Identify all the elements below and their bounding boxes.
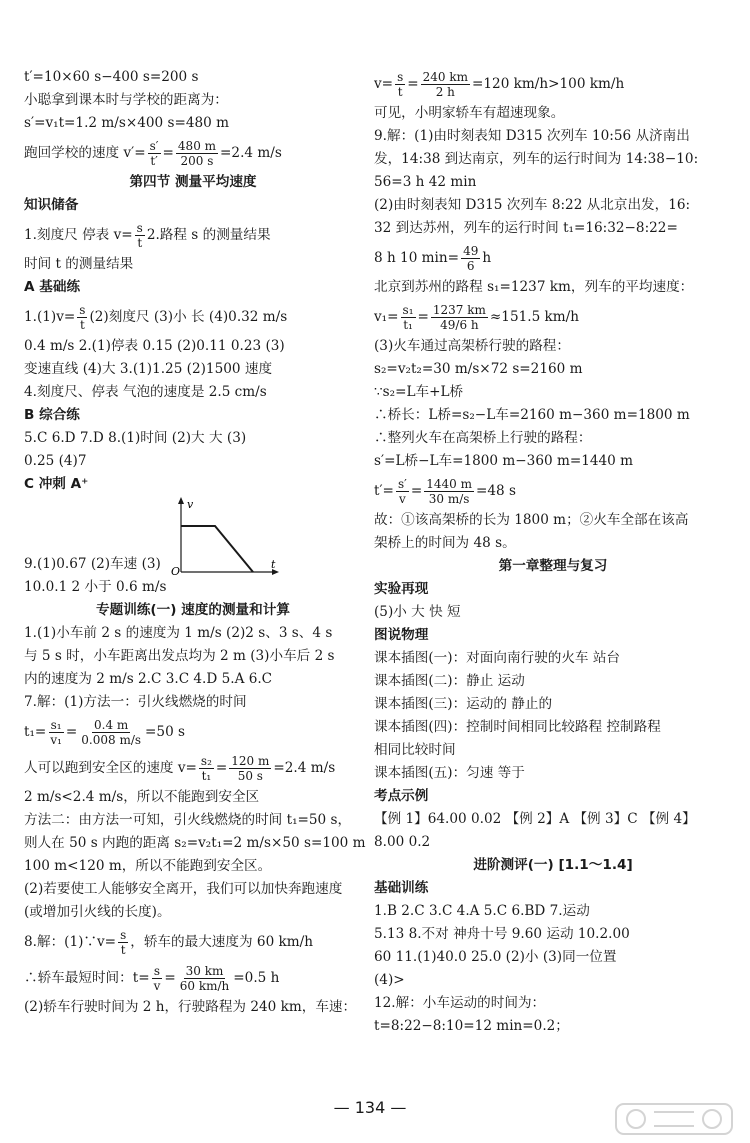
text-line: 与 5 s 时，小车距离出发点均为 2 m (3)小车后 2 s: [24, 648, 335, 664]
text-line: 32 到达苏州，列车的运行时间 t₁=16:32−8:22=: [374, 220, 678, 236]
watermark-logo: [614, 1100, 734, 1138]
text-line: 可见，小明家轿车有超速现象。: [374, 105, 565, 121]
text-line: (或增加引火线的长度)。: [24, 904, 171, 920]
text-line: 5.13 8.不对 神舟十号 9.60 运动 10.2.00: [374, 926, 630, 942]
text-line: 方法二：由方法一可知，引火线燃烧的时间 t₁=50 s，: [24, 812, 352, 828]
text-line: 0.4 m/s 2.(1)停表 0.15 (2)0.11 0.23 (3): [24, 338, 285, 354]
formula-line: v₁= $\frac{\text{s₁}}{\text{t₁}}$ = $\frac{1237 km}{49/6 h}$ ≈151.5 km/h: [374, 302, 579, 332]
text-line: (5)小 大 快 短: [374, 604, 461, 620]
text-line: ∴整列火车在高架桥上行驶的路程：: [374, 430, 592, 446]
text-line: (2)若要使工人能够安全离开，我们可以加快奔跑速度: [24, 881, 343, 897]
text-line: (2)轿车行驶时间为 2 h，行驶路程为 240 km，车速：: [24, 999, 357, 1015]
text-line: 9.(1)0.67 (2)车速 (3): [24, 556, 161, 572]
text-line: (2)由时刻表知 D315 次列车 8:22 从北京出发，16:: [374, 197, 691, 213]
formula-line: t₁= $\frac{\text{s₁}}{\text{v₁}}$ = $\frac{0.4 m}{0.008 m/s}$ =50 s: [24, 717, 186, 747]
formula-line: 1.(1)v= $\frac{s}{t}$ (2)刻度尺 (3)小 长 (4)0.32 m/s: [24, 302, 288, 332]
velocity-time-graph: [171, 496, 281, 576]
x-axis-label: t: [270, 558, 276, 571]
text-line: 时间 t 的测量结果: [24, 256, 134, 272]
text-line: t=8:22−8:10=12 min=0.2；: [374, 1018, 569, 1034]
text-line: 2 m/s<2.4 m/s，所以不能跑到安全区: [24, 789, 260, 805]
text-line: 60 11.(1)40.0 25.0 (2)小 (3)同一位置: [374, 949, 617, 965]
text-line: 1.(1)小车前 2 s 的速度为 1 m/s (2)2 s、3 s、4 s: [24, 625, 333, 641]
text-line: ∵s₂=L车+L桥: [374, 384, 464, 400]
text-line: 发，14:38 到达南京，列车的运行时间为 14:38−10:: [374, 151, 699, 167]
text-line: 9.解：(1)由时刻表知 D315 次列车 10:56 从济南出: [374, 128, 690, 144]
text-line: t′=10×60 s−400 s=200 s: [24, 69, 199, 85]
origin-label: O: [170, 565, 180, 576]
section-title: 进阶测评(一) [1.1～1.4]: [473, 857, 633, 873]
text-line: 课本插图(五)：匀速 等于: [374, 765, 525, 781]
text-line: 5.C 6.D 7.D 8.(1)时间 (2)大 大 (3): [24, 430, 247, 446]
text-line: 北京到苏州的路程 s₁=1237 km，列车的平均速度：: [374, 279, 694, 295]
text-line: 100 m<120 m，所以不能跑到安全区。: [24, 858, 272, 874]
formula-line: 8 h 10 min= $\frac{49}{6}$ h: [374, 243, 492, 273]
text-line: 0.25 (4)7: [24, 453, 87, 469]
subsection-heading: 知识储备: [24, 197, 79, 213]
text-line: 相同比较时间: [374, 742, 456, 758]
formula-line: 1.刻度尺 停表 v= $\frac{s}{t}$ 2.路程 s 的测量结果: [24, 220, 271, 250]
formula-line: ∴轿车最短时间：t= $\frac{s}{v}$ = $\frac{30 km}{60 km/h}$ =0.5 h: [24, 963, 280, 993]
section-title: 第一章整理与复习: [498, 558, 608, 574]
text-line: 课本插图(四)：控制时间相同比较路程 控制路程: [374, 719, 661, 735]
text-line: 4.刻度尺、停表 气泡的速度是 2.5 cm/s: [24, 384, 267, 400]
text-line: ∴桥长：L桥=s₂−L车=2160 m−360 m=1800 m: [374, 407, 690, 423]
formula-line: 跑回学校的速度 v′= $\frac{s'}{t'}$ = $\frac{480 m}{200 s}$ =2.4 m/s: [24, 138, 282, 168]
subsection-heading: 考点示例: [374, 788, 429, 804]
y-axis-arrow: [178, 497, 184, 504]
subsection-heading: B 综合练: [24, 407, 80, 423]
velocity-curve: [181, 526, 253, 572]
section-title: 专题训练(一) 速度的测量和计算: [96, 602, 290, 618]
right-column: [374, 66, 732, 1038]
subsection-heading: 基础训练: [374, 880, 429, 896]
subsection-heading: C 冲刺 A⁺: [24, 476, 89, 492]
text-line: (3)火车通过高架桥行驶的路程：: [374, 338, 570, 354]
formula-line: 8.解：(1)∵v= $\frac{s}{t}$ ，轿车的最大速度为 60 km/h: [24, 927, 313, 957]
formula-line: 人可以跑到安全区的速度 v= $\frac{\text{s₂}}{\text{t₁}}$ = $\frac{120 m}{50 s}$ =2.4 m/s: [24, 753, 336, 783]
subsection-heading: 实验再现: [374, 581, 429, 597]
text-line: 10.0.1 2 小于 0.6 m/s: [24, 579, 167, 595]
text-line: s₂=v₂t₂=30 m/s×72 s=2160 m: [374, 361, 583, 377]
text-line: 架桥上的时间为 48 s。: [374, 535, 516, 551]
text-line: 12.解：小车运动的时间为：: [374, 995, 546, 1011]
text-line: 56=3 h 42 min: [374, 174, 477, 190]
text-line: 1.B 2.C 3.C 4.A 5.C 6.BD 7.运动: [374, 903, 590, 919]
text-line: 课本插图(二)：静止 运动: [374, 673, 525, 689]
formula-line: t′= $\frac{s'}{v}$ = $\frac{1440 m}{30 m/s}$ =48 s: [374, 476, 516, 506]
y-axis-label: v: [186, 498, 194, 511]
text-line: 变速直线 (4)大 3.(1)1.25 (2)1500 速度: [24, 361, 273, 377]
text-line: 【例 1】64.00 0.02 【例 2】A 【例 3】C 【例 4】: [374, 811, 696, 827]
text-line: s′=L桥−L车=1800 m−360 m=1440 m: [374, 453, 634, 469]
text-line: (4)>: [374, 972, 405, 988]
subsection-heading: A 基础练: [24, 279, 81, 295]
formula-line: v= $\frac{s}{t}$ = $\frac{240 km}{2 h}$ =120 km/h>100 km/h: [374, 69, 625, 99]
subsection-heading: 图说物理: [374, 627, 429, 643]
text-line: 故：①该高架桥的长为 1800 m；②火车全部在该高: [374, 512, 689, 528]
text-line: 内的速度为 2 m/s 2.C 3.C 4.D 5.A 6.C: [24, 671, 273, 687]
text-line: 则人在 50 s 内跑的距离 s₂=v₂t₁=2 m/s×50 s=100 m: [24, 835, 366, 851]
section-title: 第四节 测量平均速度: [129, 174, 257, 190]
text-line: 课本插图(三)：运动的 静止的: [374, 696, 553, 712]
text-line: 课本插图(一)：对面向南行驶的火车 站台: [374, 650, 621, 666]
text-line: 8.00 0.2: [374, 834, 431, 850]
text-line: 7.解：(1)方法一：引火线燃烧的时间: [24, 694, 247, 710]
answer-graph-row: [24, 496, 362, 576]
left-column: [24, 66, 366, 1019]
text-line: 小聪拿到课本时与学校的距离为：: [24, 92, 228, 108]
page-number: — 134 —: [333, 1098, 407, 1117]
text-line: s′=v₁t=1.2 m/s×400 s=480 m: [24, 115, 230, 131]
